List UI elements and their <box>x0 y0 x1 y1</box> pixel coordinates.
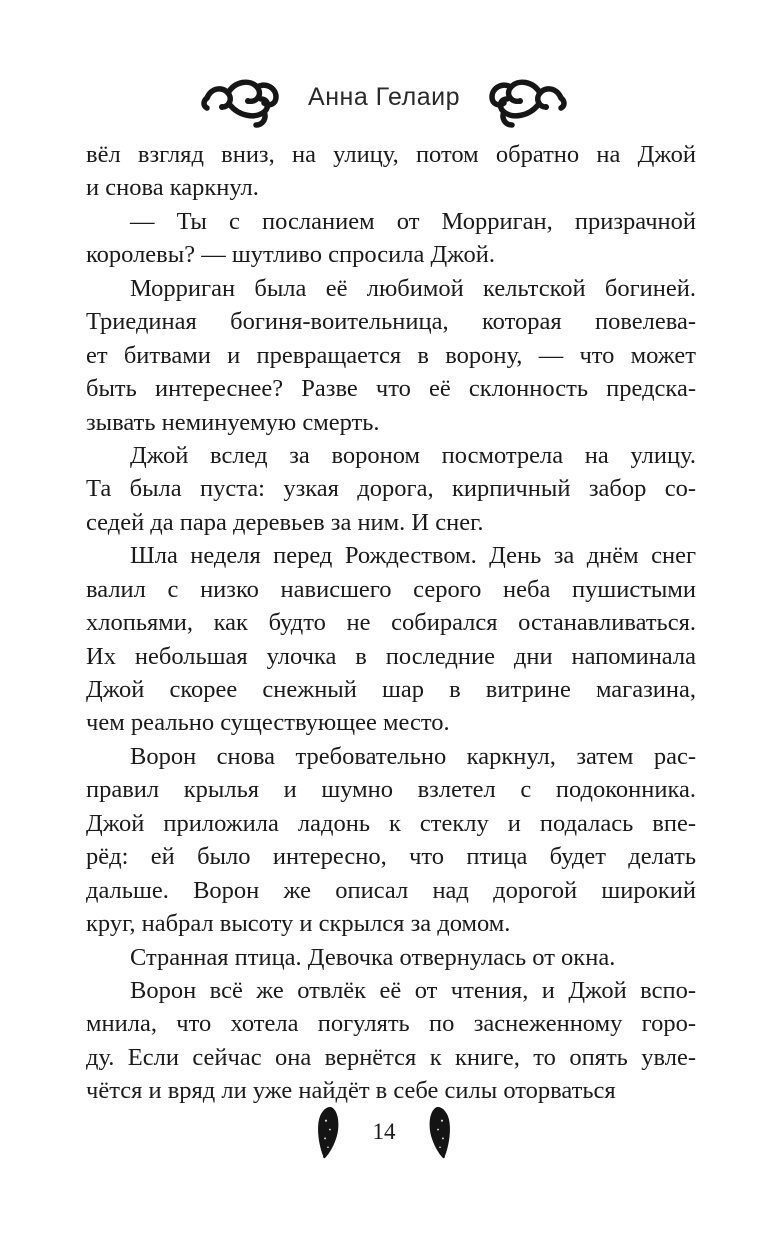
text-line: — Ты с посланием от Морриган, призрачной <box>130 207 696 235</box>
body-text <box>86 138 696 1108</box>
text-line: и снова каркнул. <box>86 174 259 202</box>
text-line: чем реально существующее место. <box>86 709 450 737</box>
paragraph <box>86 138 696 205</box>
text-line: Джой вслед за вороном посмотрела на улицу. <box>130 441 696 469</box>
paragraph <box>86 941 696 974</box>
text-line: хлопьями, как будто не собирался останавливаться. <box>86 609 696 637</box>
text-line: дальше. Ворон же описал над дорогой широкий <box>86 876 696 904</box>
text-line: Та была пуста: узкая дорога, кирпичный забор со- <box>86 475 696 503</box>
paragraph <box>86 539 696 740</box>
text-line: правил крылья и шумно взлетел с подоконника. <box>86 776 696 804</box>
text-line: седей да пара деревьев за ним. И снег. <box>86 508 484 536</box>
page-number: 14 <box>372 1119 396 1144</box>
text-line: круг, набрал высоту и скрылся за домом. <box>86 910 511 938</box>
text-line: Их небольшая улочка в последние дни напоминала <box>86 642 696 670</box>
text-line: Джой приложила ладонь к стеклу и подалась впе- <box>86 809 696 837</box>
text-line: чётся и вряд ли уже найдёт в себе силы оторваться <box>86 1077 616 1105</box>
paragraph <box>86 974 696 1108</box>
text-line: Морриган была её любимой кельтской богиней. <box>130 274 696 302</box>
paragraph <box>86 740 696 941</box>
raven-wing-icon <box>314 1106 340 1159</box>
text-line: зывать неминуемую смерть. <box>86 408 380 436</box>
text-line: Ворон снова требовательно каркнул, затем рас- <box>130 742 696 770</box>
raven-wing-icon <box>428 1106 454 1159</box>
text-line: Странная птица. Девочка отвернулась от окна. <box>130 943 616 971</box>
text-line: королевы? — шутливо спросила Джой. <box>86 241 495 269</box>
floral-flourish-icon <box>486 72 568 134</box>
text-line: Ворон всё же отвлёк её от чтения, и Джой вспо- <box>130 976 696 1004</box>
author-name: Анна Гелаир <box>308 82 460 111</box>
text-line: Триединая богиня-воительница, которая повелева- <box>86 308 696 336</box>
page-footer <box>0 1104 768 1160</box>
text-line: вёл взгляд вниз, на улицу, потом обратно на Джой <box>86 141 696 168</box>
text-line: ет битвами и превращается в ворону, — что может <box>86 341 696 369</box>
paragraph <box>86 439 696 539</box>
text-line: рёд: ей было интересно, что птица будет делать <box>86 843 696 871</box>
text-line: ду. Если сейчас она вернётся к книге, то опять увле- <box>86 1043 696 1071</box>
floral-flourish-icon <box>200 72 282 134</box>
paragraph <box>86 205 696 272</box>
text-line: Джой скорее снежный шар в витрине магазина, <box>86 676 696 703</box>
text-line: Шла неделя перед Рождеством. День за днём снег <box>130 542 696 570</box>
text-line: быть интереснее? Разве что её склонность предска- <box>86 375 696 403</box>
running-header <box>0 72 768 134</box>
text-line: валил с низко нависшего серого неба пушистыми <box>86 575 696 603</box>
text-line: мнила, что хотела погулять по заснеженному горо- <box>86 1010 696 1038</box>
paragraph <box>86 272 696 439</box>
